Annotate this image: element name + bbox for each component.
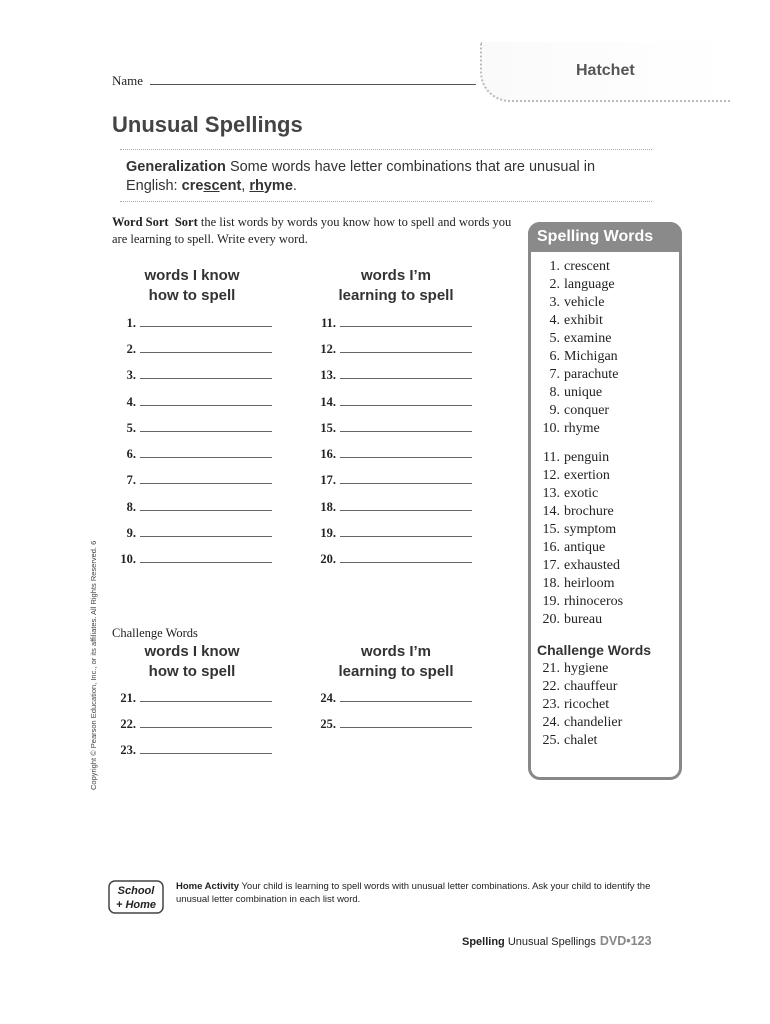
copyright-notice: Copyright © Pearson Education, Inc., or its affiliates. All Rights Reserved. 6 (89, 540, 98, 790)
list-item: 5. examine (549, 331, 612, 346)
blank-10[interactable]: 10. (110, 552, 272, 567)
list-item: 6. Michigan (549, 349, 618, 364)
footer-subject: Spelling (462, 936, 505, 948)
blank-16[interactable]: 16. (310, 447, 472, 462)
home-activity (176, 880, 656, 906)
generalization: Generalization Some words have letter combinations that are unusual in English: crescent, rhyme. (126, 159, 596, 194)
blank-9[interactable]: 9. (110, 526, 272, 541)
column-header-learning: words I’m learning to spell (338, 267, 454, 304)
list-item: 2. language (549, 277, 615, 292)
blank-8[interactable]: 8. (110, 500, 272, 515)
list-item: 22. chauffeur (542, 679, 618, 694)
challenge-header-know: words I know how to spell (144, 643, 240, 680)
challenge-list (536, 660, 622, 750)
blank-21[interactable]: 21. (110, 691, 272, 706)
blank-19[interactable]: 19. (310, 526, 472, 541)
example-crescent: crescent (181, 178, 242, 194)
column-header-know: words I know how to spell (144, 267, 240, 304)
list-item: 17. exhausted (542, 558, 620, 573)
list-item: 14. brochure (542, 504, 614, 519)
blank-6[interactable]: 6. (110, 447, 272, 462)
list-item: 3. vehicle (549, 295, 605, 310)
logo-line1: School (117, 885, 155, 897)
divider (120, 149, 652, 150)
blank-4[interactable]: 4. (110, 395, 272, 410)
generalization-label: Generalization (126, 159, 226, 175)
challenge-words-label: Challenge Words (112, 626, 198, 640)
selection-title: Hatchet (576, 62, 635, 79)
blank-18[interactable]: 18. (310, 500, 472, 515)
name-field[interactable] (150, 72, 476, 85)
divider (120, 201, 652, 202)
blank-7[interactable]: 7. (110, 473, 272, 488)
home-activity-text: Your child is learning to spell words with unusual letter combinations. Ask your child to identify the unusual letter combination in each list word. (176, 881, 651, 905)
blank-12[interactable]: 12. (310, 342, 472, 357)
page-title: Unusual Spellings (112, 112, 303, 137)
list-item: 9. conquer (549, 403, 610, 418)
blank-25[interactable]: 25. (310, 717, 472, 732)
list-item: 23. ricochet (542, 697, 610, 712)
list-item: 1. crescent (549, 259, 610, 274)
spelling-list-2 (536, 449, 623, 629)
school-home-logo (108, 880, 164, 914)
footer-topic: Unusual Spellings (504, 936, 596, 948)
list-item: 21. hygiene (542, 661, 609, 676)
blank-1[interactable]: 1. (110, 316, 272, 331)
spelling-words-heading: Spelling Words (537, 228, 654, 245)
blank-15[interactable]: 15. (310, 421, 472, 436)
logo-line2: + Home (115, 899, 157, 911)
list-item: 10. rhyme (542, 421, 600, 436)
blank-17[interactable]: 17. (310, 473, 472, 488)
blank-14[interactable]: 14. (310, 395, 472, 410)
name-label: Name (112, 73, 144, 88)
list-item: 20. bureau (542, 612, 603, 627)
list-item: 8. unique (549, 385, 603, 400)
list-item: 15. symptom (542, 522, 617, 537)
blank-23[interactable]: 23. (110, 743, 272, 758)
list-item: 11. penguin (543, 450, 610, 465)
list-item: 25. chalet (542, 733, 598, 748)
blank-2[interactable]: 2. (110, 342, 272, 357)
example-rhyme: rhyme (249, 178, 293, 194)
challenge-header-learning: words I’m learning to spell (338, 643, 454, 680)
list-item: 18. heirloom (542, 576, 615, 591)
list-item: 19. rhinoceros (542, 594, 624, 609)
list-item: 24. chandelier (542, 715, 623, 730)
list-item: 4. exhibit (549, 313, 603, 328)
generalization-text: Some words have letter combinations that are unusual in English: (126, 159, 596, 194)
spelling-list-1 (536, 258, 618, 438)
name-row (112, 72, 476, 89)
challenge-words-heading: Challenge Words (537, 642, 652, 658)
list-item: 12. exertion (542, 468, 610, 483)
blank-24[interactable]: 24. (310, 691, 472, 706)
list-item: 16. antique (542, 540, 606, 555)
blank-22[interactable]: 22. (110, 717, 272, 732)
word-sort-instructions: Word Sort Sort the list words by words you know how to spell and words you are learning to spell. Write every word. (112, 215, 512, 246)
list-item: 7. parachute (549, 367, 619, 382)
blank-3[interactable]: 3. (110, 368, 272, 383)
list-item: 13. exotic (542, 486, 599, 501)
page-number: DVD•123 (599, 934, 652, 948)
blank-11[interactable]: 11. (310, 316, 472, 331)
blank-20[interactable]: 20. (310, 552, 472, 567)
page-footer (462, 934, 652, 948)
home-activity-label: Home Activity (176, 881, 239, 892)
blank-5[interactable]: 5. (110, 421, 272, 436)
blank-13[interactable]: 13. (310, 368, 472, 383)
word-sort-label: Word Sort (112, 215, 169, 229)
